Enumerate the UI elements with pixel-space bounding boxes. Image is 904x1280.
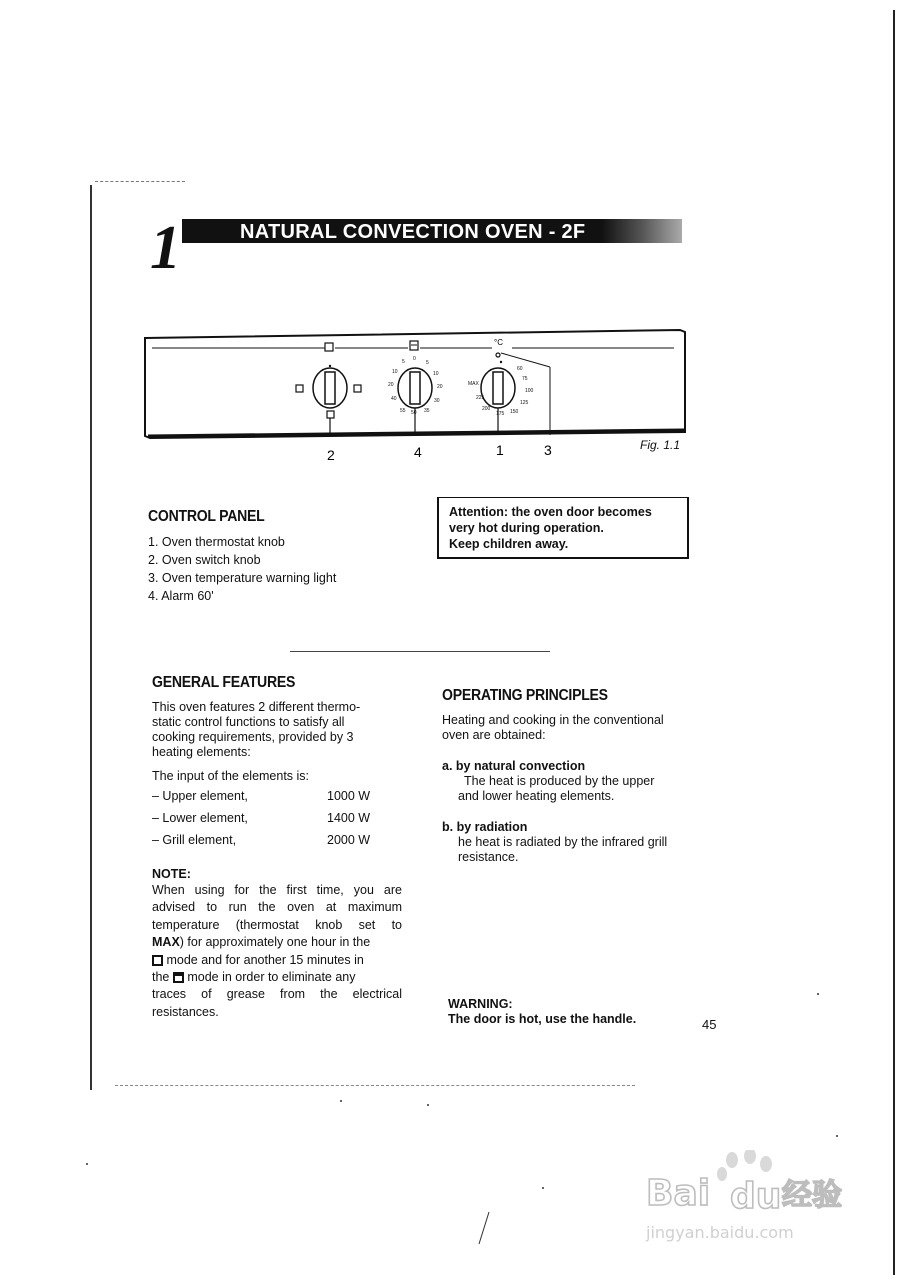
note-text: the — [152, 970, 170, 985]
scan-speck — [836, 1135, 838, 1137]
callout-4: 4 — [414, 444, 422, 460]
element-name: – Lower element, — [152, 811, 248, 825]
chapter-number: 1 — [150, 214, 181, 282]
intro-line: cooking requirements, provided by 3 — [152, 730, 354, 744]
control-panel-heading: CONTROL PANEL — [148, 508, 265, 525]
warning-text: The door is hot, use the handle. — [448, 1012, 637, 1026]
scan-speck — [427, 1104, 429, 1106]
bottom-dashed-rule — [115, 1085, 635, 1086]
svg-text:200: 200 — [482, 406, 491, 412]
principle-b-label: b. by radiation — [442, 820, 528, 834]
note-line — [152, 952, 402, 969]
svg-text:10: 10 — [392, 369, 398, 375]
svg-text:55: 55 — [400, 408, 406, 414]
svg-text:175: 175 — [496, 411, 505, 417]
principle-b-line: resistance. — [458, 850, 519, 864]
watermark-brand-2: du — [730, 1176, 782, 1217]
svg-text:150: 150 — [510, 409, 519, 415]
svg-text:125: 125 — [520, 400, 529, 406]
principle-b-line: he heat is radiated by the infrared grill — [458, 835, 668, 849]
callout-2: 2 — [327, 447, 335, 463]
list-item: 2. Oven switch knob — [148, 553, 261, 567]
grill-mode-icon — [173, 972, 184, 983]
principle-a-line: and lower heating elements. — [458, 789, 615, 803]
callout-1: 1 — [496, 442, 504, 458]
svg-text:5: 5 — [402, 359, 405, 365]
note-line — [152, 934, 402, 951]
element-power: 1400 W — [327, 811, 371, 825]
intro-line: static control functions to satisfy all — [152, 715, 345, 729]
svg-text:35: 35 — [424, 408, 430, 414]
attention-box — [437, 497, 689, 559]
oven-mode-icon — [325, 343, 333, 351]
general-features-section — [152, 674, 402, 1021]
operating-principles-section — [442, 687, 702, 865]
svg-text:75: 75 — [522, 376, 528, 382]
note-text: mode in order to eliminate any — [187, 970, 356, 985]
element-row — [152, 785, 402, 807]
section-divider — [290, 651, 550, 652]
watermark-url: jingyan.baidu.com — [646, 1223, 794, 1242]
note-line: advised to run the oven at maximum — [152, 900, 402, 915]
warning-block — [448, 997, 636, 1027]
callout-3: 3 — [544, 442, 552, 458]
element-row — [152, 807, 402, 829]
note-heading: NOTE: — [152, 867, 191, 881]
control-panel-figure — [140, 320, 690, 470]
celsius-symbol: °C — [494, 338, 503, 347]
page-number: 45 — [702, 1017, 717, 1032]
page-edge-rule — [893, 10, 895, 1275]
list-item: 1. Oven thermostat knob — [148, 535, 285, 549]
max-label: MAX — [468, 381, 479, 387]
control-panel-list — [148, 533, 336, 605]
element-name: – Upper element, — [152, 789, 248, 803]
element-power: 2000 W — [327, 833, 371, 847]
figure-caption: Fig. 1.1 — [640, 438, 681, 452]
intro-line: Heating and cooking in the conventional — [442, 713, 664, 727]
general-features-heading: GENERAL FEATURES — [152, 674, 296, 691]
element-row — [152, 829, 402, 851]
scan-mark — [474, 1210, 494, 1246]
note-body — [152, 882, 402, 1021]
watermark-brand: Bai — [646, 1173, 711, 1214]
note-text: mode and for another 15 minutes in — [166, 952, 364, 967]
scan-speck — [86, 1163, 88, 1165]
svg-text:100: 100 — [525, 388, 534, 394]
operating-principles-heading: OPERATING PRINCIPLES — [442, 687, 608, 704]
note-line — [152, 969, 402, 986]
list-item: 4. Alarm 60' — [148, 589, 214, 603]
warning-light — [496, 353, 500, 357]
scan-speck — [542, 1187, 544, 1189]
scan-speck — [817, 993, 819, 995]
note-line: traces of grease from the electrical — [152, 987, 402, 1002]
intro-line: heating elements: — [152, 745, 251, 759]
alarm-knob — [388, 356, 443, 416]
svg-text:5: 5 — [426, 360, 429, 366]
svg-text:40: 40 — [391, 396, 397, 402]
svg-text:225: 225 — [476, 395, 485, 401]
note-line: temperature (thermostat knob set to — [152, 917, 402, 932]
svg-text:60: 60 — [517, 366, 523, 372]
svg-text:10: 10 — [433, 371, 439, 377]
scan-speck — [340, 1100, 342, 1102]
baidu-watermark — [642, 1150, 852, 1250]
thermostat-knob — [468, 353, 550, 435]
oven-mode-icon — [152, 955, 163, 966]
svg-text:20: 20 — [437, 384, 443, 390]
svg-text:20: 20 — [388, 382, 394, 388]
warning-heading: WARNING: — [448, 997, 513, 1011]
svg-text:0: 0 — [413, 356, 416, 362]
note-line: resistances. — [152, 1004, 219, 1019]
watermark-cn: 经验 — [782, 1178, 842, 1213]
max-text: MAX — [152, 935, 180, 950]
input-label: The input of the elements is: — [152, 769, 310, 783]
note-line: When using for the first time, you are — [152, 883, 402, 897]
element-power: 1000 W — [327, 789, 371, 803]
control-panel-section — [148, 508, 336, 605]
left-margin-rule — [90, 185, 92, 1090]
attention-line: Attention: the oven door becomes — [449, 505, 652, 519]
note-text: ) for approximately one hour in the — [179, 935, 371, 950]
attention-line: very hot during operation. — [449, 521, 604, 535]
principle-a-label: a. by natural convection — [442, 759, 586, 773]
list-item: 3. Oven temperature warning light — [148, 571, 337, 585]
elements-table — [152, 785, 402, 851]
element-name: – Grill element, — [152, 833, 237, 847]
chapter-title: NATURAL CONVECTION OVEN - 2F — [240, 221, 586, 243]
svg-text:30: 30 — [434, 398, 440, 404]
intro-line: This oven features 2 different thermo- — [152, 700, 361, 714]
principle-a-line: The heat is produced by the upper — [464, 774, 655, 788]
top-dashed-rule — [95, 181, 185, 182]
intro-line: oven are obtained: — [442, 728, 546, 742]
attention-line: Keep children away. — [449, 537, 569, 551]
oven-switch-knob — [296, 365, 361, 418]
svg-text:50: 50 — [411, 410, 417, 416]
